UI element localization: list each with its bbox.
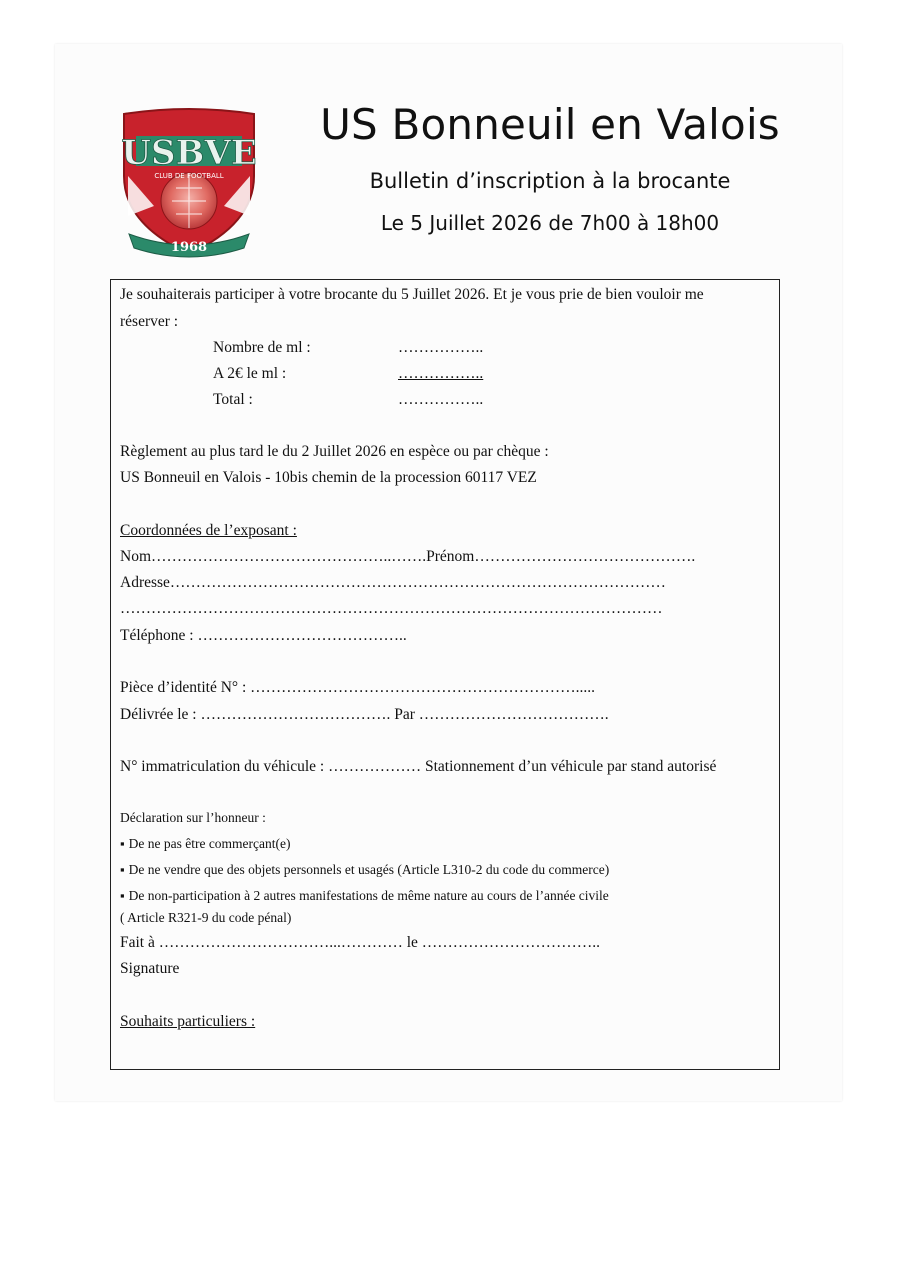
- field-value-prix-ml[interactable]: ……………..: [398, 365, 484, 382]
- field-value-nombre-ml[interactable]: ……………..: [398, 339, 484, 356]
- club-title: US Bonneuil en Valois: [320, 100, 780, 149]
- exhibitor-section-title: Coordonnées de l’exposant :: [120, 522, 297, 539]
- fait-a-field[interactable]: Fait à ……………………………...………… le ……………………………..: [120, 934, 601, 951]
- event-date: Le 5 Juillet 2026 de 7h00 à 18h00: [380, 211, 720, 235]
- declaration-item: ▪ De ne vendre que des objets personnels et usagés (Article L310-2 du code du commerce): [120, 862, 609, 878]
- logo-text: USBVE: [121, 133, 257, 173]
- immatriculation-field[interactable]: N° immatriculation du véhicule : ……………… Stationnement d’un véhicule par stand autorisé: [120, 758, 717, 775]
- declaration-reference: ( Article R321-9 du code pénal): [120, 910, 292, 925]
- declaration-item: ▪ De non-participation à 2 autres manifestations de même nature au cours de l’année civile: [120, 888, 609, 904]
- payment-address: US Bonneuil en Valois - 10bis chemin de la procession 60117 VEZ: [120, 469, 537, 486]
- logo-year: 1968: [170, 240, 208, 255]
- signature-label: Signature: [120, 960, 180, 977]
- field-label-nombre-ml: Nombre de ml :: [213, 339, 311, 356]
- delivree-par-field[interactable]: Délivrée le : ………………………………. Par ……………………………….: [120, 706, 609, 723]
- intro-line-2: réserver :: [120, 313, 179, 330]
- bulletin-subtitle: Bulletin d’inscription à la brocante: [369, 169, 731, 193]
- nom-prenom-field[interactable]: Nom………………………………………..…….Prénom…………………………………….: [120, 548, 696, 565]
- club-logo: [114, 106, 264, 261]
- payment-line-1: Règlement au plus tard le du 2 Juillet 2026 en espèce ou par chèque :: [120, 443, 549, 460]
- adresse-field[interactable]: Adresse……………………………………………………………………………………: [120, 574, 666, 591]
- intro-line-1: Je souhaiterais participer à votre brocante du 5 Juillet 2026. Et je vous prie de bien vouloir me: [120, 286, 704, 303]
- logo-subtext: CLUB DE FOOTBALL: [154, 172, 224, 180]
- declaration-title: Déclaration sur l’honneur :: [120, 810, 266, 825]
- field-value-total[interactable]: ……………..: [398, 391, 484, 408]
- souhaits-title: Souhaits particuliers :: [120, 1013, 256, 1030]
- field-label-total: Total :: [213, 391, 253, 408]
- declaration-item: ▪ De ne pas être commerçant(e): [120, 836, 291, 852]
- adresse-field-line-2[interactable]: ……………………………………………………………………………………………: [120, 600, 663, 617]
- field-label-prix-ml: A 2€ le ml :: [213, 365, 287, 382]
- telephone-field[interactable]: Téléphone : …………………………………..: [120, 627, 407, 644]
- piece-identite-field[interactable]: Pièce d’identité N° : ……………………………………………………….....: [120, 679, 596, 696]
